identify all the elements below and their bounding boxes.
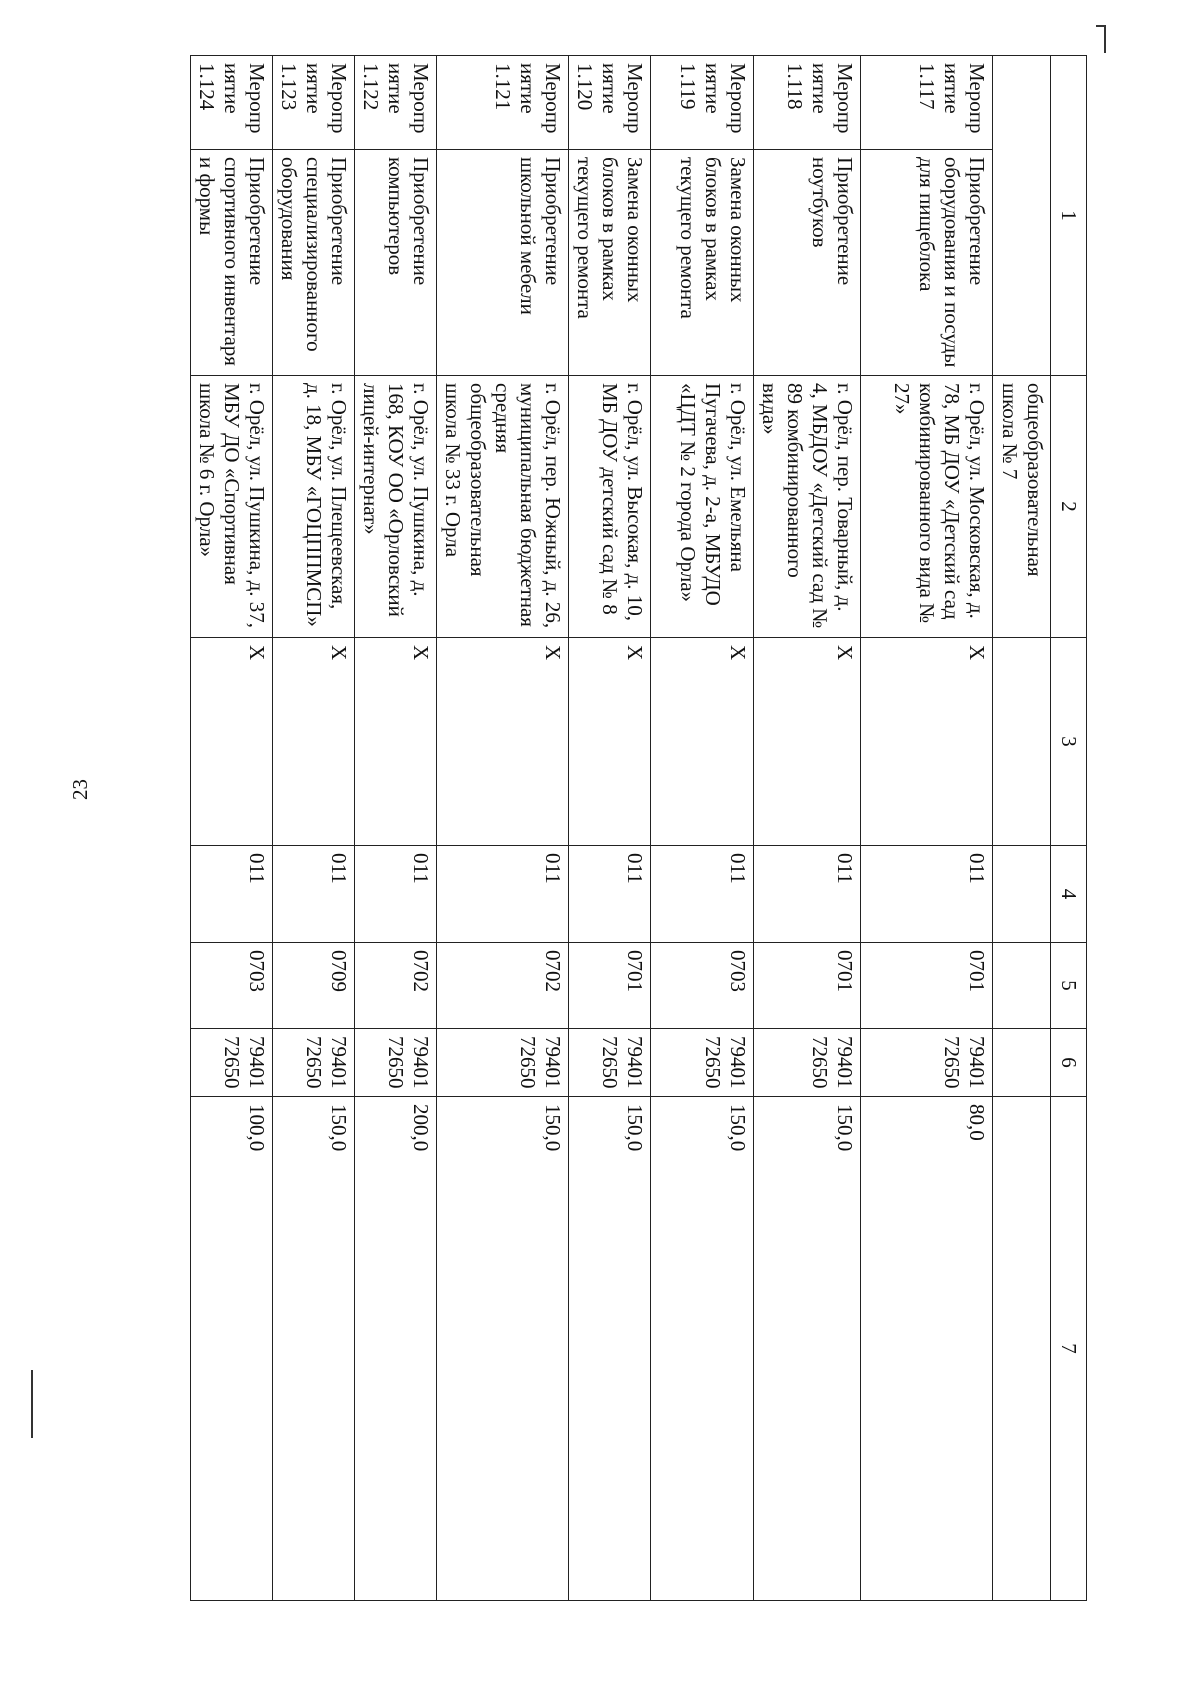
col7-cell: 80,0 bbox=[861, 1097, 993, 1601]
col6-cell: 7940172650 bbox=[569, 1029, 651, 1097]
scan-mark-left bbox=[31, 1370, 33, 1438]
continuation-col5-cell bbox=[993, 943, 1051, 1029]
address-cell: г. Орёл, ул. Плещеевская, д. 18, МБУ «ГОЦППМСП» bbox=[273, 376, 355, 638]
col5-cell: 0703 bbox=[191, 943, 273, 1029]
table-row bbox=[437, 56, 569, 1601]
col4-cell: 011 bbox=[355, 846, 437, 943]
col6-cell: 7940172650 bbox=[651, 1029, 754, 1097]
address-cell: г. Орёл, ул. Московская, д. 78, МБ ДОУ «Детский сад комбинированного вида № 27» bbox=[861, 376, 993, 638]
continuation-col4-cell bbox=[993, 846, 1051, 943]
event-description-cell: Приобретение специализированного оборудования bbox=[273, 150, 355, 376]
col4-cell: 011 bbox=[754, 846, 861, 943]
table-row bbox=[861, 56, 993, 1601]
address-cell: г. Орёл, ул. Емельяна Пугачева, д. 2-а, МБУДО «ЦДТ № 2 города Орла» bbox=[651, 376, 754, 638]
address-cell: г. Орёл, ул. Пушкина, д. 37, МБУ ДО «Спортивная школа № 6 г. Орла» bbox=[191, 376, 273, 638]
continuation-col7-cell bbox=[993, 1097, 1051, 1601]
column-number-2: 2 bbox=[1051, 376, 1087, 638]
col3-cell: X bbox=[191, 638, 273, 846]
address-cell: г. Орёл, пер. Южный, д. 26, муниципальная бюджетная средняя общеобразовательная школа № 33 г. Орла bbox=[437, 376, 569, 638]
col6-cell: 7940172650 bbox=[355, 1029, 437, 1097]
col3-cell: X bbox=[437, 638, 569, 846]
page-number: 23 bbox=[68, 779, 92, 800]
col5-cell: 0709 bbox=[273, 943, 355, 1029]
col4-cell: 011 bbox=[569, 846, 651, 943]
col4-cell: 011 bbox=[191, 846, 273, 943]
scan-mark-corner-side bbox=[1104, 25, 1106, 53]
col7-cell: 200,0 bbox=[355, 1097, 437, 1601]
event-number-cell: Мероприятие 1.119 bbox=[651, 56, 754, 150]
col7-cell: 150,0 bbox=[273, 1097, 355, 1601]
col6-cell: 7940172650 bbox=[861, 1029, 993, 1097]
col4-cell: 011 bbox=[437, 846, 569, 943]
event-number-cell: Мероприятие 1.117 bbox=[861, 56, 993, 150]
event-description-cell: Замена оконных блоков в рамках текущего ремонта bbox=[569, 150, 651, 376]
col3-cell: X bbox=[569, 638, 651, 846]
table-row bbox=[651, 56, 754, 1601]
address-cell: г. Орёл, ул. Пушкина, д. 168, КОУ ОО «Орловский лицей-интернат» bbox=[355, 376, 437, 638]
col3-cell: X bbox=[651, 638, 754, 846]
continuation-empty-cell bbox=[993, 56, 1051, 376]
col7-cell: 150,0 bbox=[651, 1097, 754, 1601]
event-number-cell: Мероприятие 1.120 bbox=[569, 56, 651, 150]
event-number-cell: Мероприятие 1.122 bbox=[355, 56, 437, 150]
col3-cell: X bbox=[754, 638, 861, 846]
column-number-6: 6 bbox=[1051, 1029, 1087, 1097]
table-row bbox=[569, 56, 651, 1601]
table-row bbox=[754, 56, 861, 1601]
col6-cell: 7940172650 bbox=[191, 1029, 273, 1097]
continuation-col6-cell bbox=[993, 1029, 1051, 1097]
event-description-cell: Приобретение школьной мебели bbox=[437, 150, 569, 376]
col5-cell: 0703 bbox=[651, 943, 754, 1029]
event-description-cell: Приобретение спортивного инвентаря и формы bbox=[191, 150, 273, 376]
address-cell: г. Орёл, пер. Товарный, д. 4, МБДОУ «Детский сад № 89 комбинированного вида» bbox=[754, 376, 861, 638]
event-number-cell: Мероприятие 1.121 bbox=[437, 56, 569, 150]
continuation-col3-cell bbox=[993, 638, 1051, 846]
col5-cell: 0701 bbox=[754, 943, 861, 1029]
col5-cell: 0702 bbox=[355, 943, 437, 1029]
col6-cell: 7940172650 bbox=[437, 1029, 569, 1097]
col4-cell: 011 bbox=[273, 846, 355, 943]
col4-cell: 011 bbox=[861, 846, 993, 943]
col6-cell: 7940172650 bbox=[273, 1029, 355, 1097]
table-row bbox=[273, 56, 355, 1601]
col3-cell: X bbox=[355, 638, 437, 846]
table-row bbox=[191, 56, 273, 1601]
event-description-cell: Замена оконных блоков в рамках текущего ремонта bbox=[651, 150, 754, 376]
activities-table bbox=[190, 55, 1087, 1601]
continuation-address-cell: общеобразовательная школа № 7 bbox=[993, 376, 1051, 638]
col3-cell: X bbox=[861, 638, 993, 846]
rotated-table-container bbox=[183, 55, 1087, 1600]
column-number-5: 5 bbox=[1051, 943, 1087, 1029]
event-number-cell: Мероприятие 1.124 bbox=[191, 56, 273, 150]
event-description-cell: Приобретение оборудования и посуды для пищеблока bbox=[861, 150, 993, 376]
column-number-1: 1 bbox=[1051, 56, 1087, 376]
continuation-row bbox=[993, 56, 1051, 1601]
col7-cell: 150,0 bbox=[437, 1097, 569, 1601]
column-number-4: 4 bbox=[1051, 846, 1087, 943]
address-cell: г. Орёл, ул. Высокая, д. 10, МБ ДОУ детский сад № 8 bbox=[569, 376, 651, 638]
col5-cell: 0702 bbox=[437, 943, 569, 1029]
column-number-3: 3 bbox=[1051, 638, 1087, 846]
col7-cell: 150,0 bbox=[754, 1097, 861, 1601]
event-description-cell: Приобретение ноутбуков bbox=[754, 150, 861, 376]
col6-cell: 7940172650 bbox=[754, 1029, 861, 1097]
col7-cell: 100,0 bbox=[191, 1097, 273, 1601]
col7-cell: 150,0 bbox=[569, 1097, 651, 1601]
header-row bbox=[1051, 56, 1087, 1601]
event-number-cell: Мероприятие 1.123 bbox=[273, 56, 355, 150]
col4-cell: 011 bbox=[651, 846, 754, 943]
column-number-7: 7 bbox=[1051, 1097, 1087, 1601]
col5-cell: 0701 bbox=[861, 943, 993, 1029]
event-number-cell: Мероприятие 1.118 bbox=[754, 56, 861, 150]
table-row bbox=[355, 56, 437, 1601]
col5-cell: 0701 bbox=[569, 943, 651, 1029]
event-description-cell: Приобретение компьютеров bbox=[355, 150, 437, 376]
col3-cell: X bbox=[273, 638, 355, 846]
